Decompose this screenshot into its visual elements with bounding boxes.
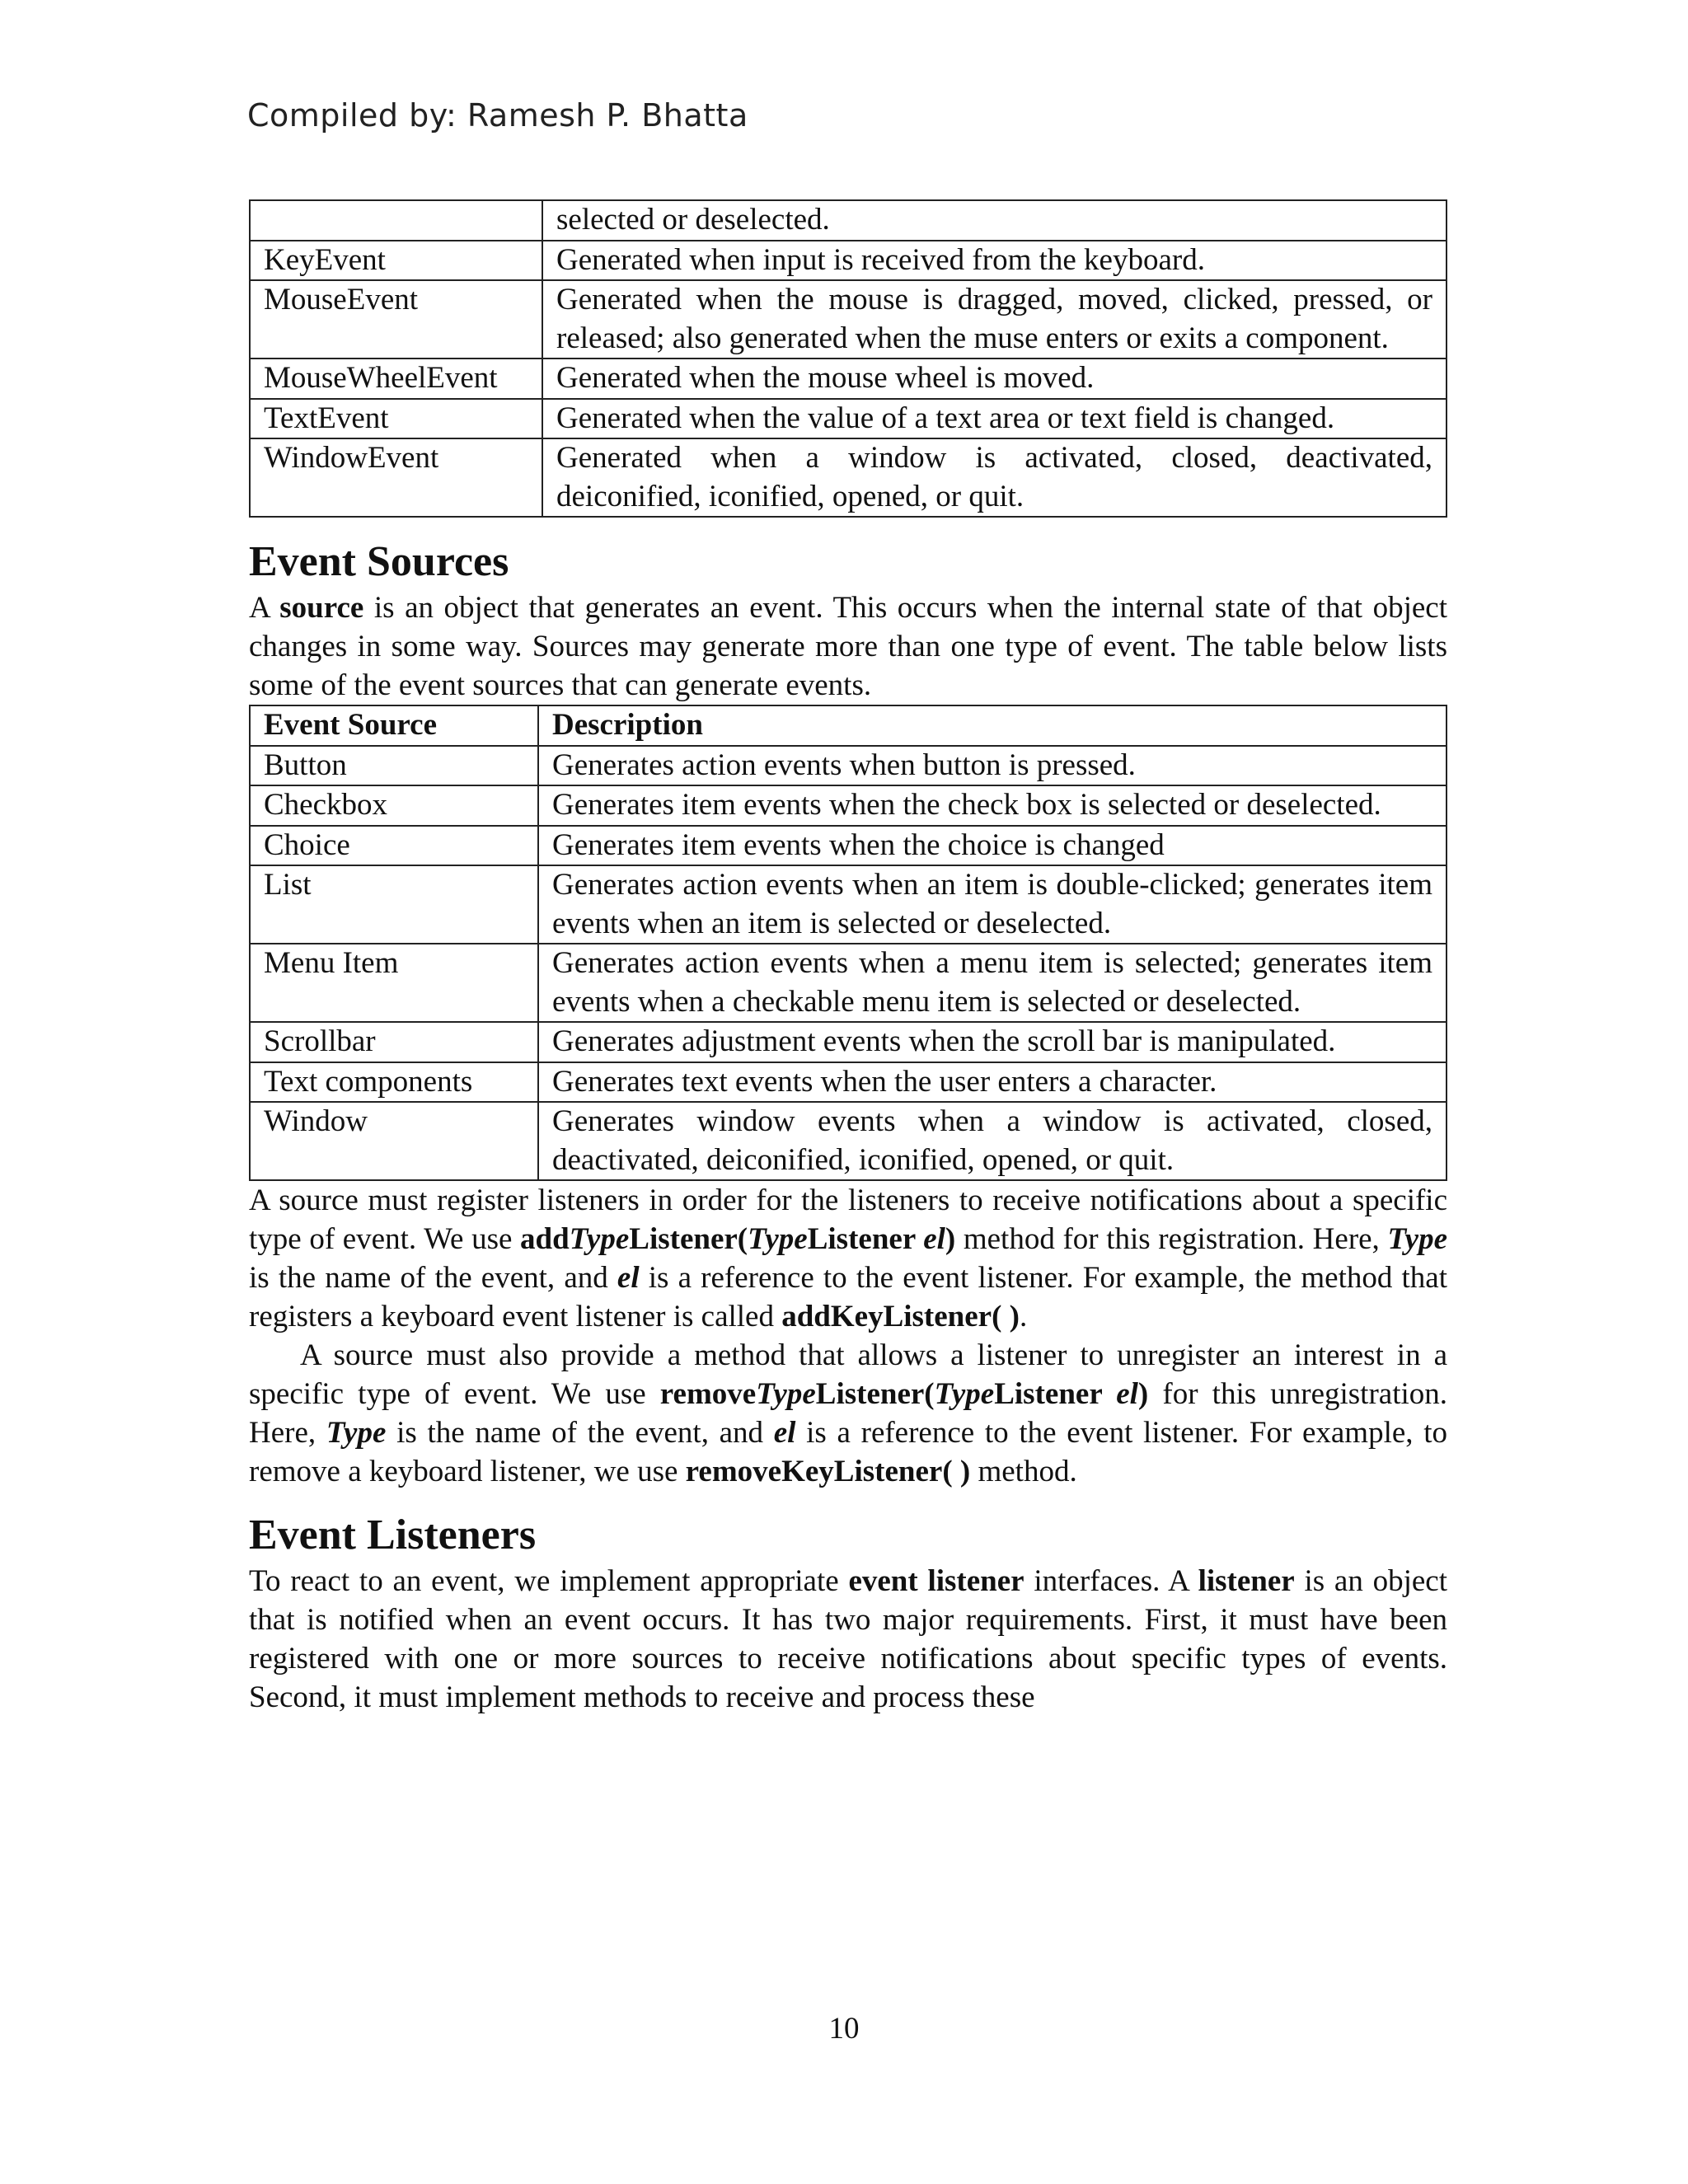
event-sources-heading: Event Sources <box>249 538 509 585</box>
text-run: A <box>249 591 280 625</box>
event-class-name: WindowEvent <box>250 438 542 517</box>
event-source-description: Generates action events when an item is double-clicked; generates item events when an item is selected or deselected. <box>538 865 1447 944</box>
event-class-name: MouseWheelEvent <box>250 359 542 399</box>
event-source-name: Window <box>250 1102 538 1180</box>
event-source-description: Generates action events when a menu item is selected; generates item events when a checkable menu item is selected or deselected. <box>538 944 1447 1022</box>
event-source-name: Scrollbar <box>250 1022 538 1062</box>
event-source-table <box>249 705 1447 1181</box>
event-source-name: List <box>250 865 538 944</box>
table-row <box>250 746 1447 786</box>
table-row <box>250 1062 1447 1103</box>
event-class-table <box>249 199 1447 518</box>
table-row <box>250 399 1447 439</box>
bold-term: source <box>279 591 364 625</box>
bold-term: event listener <box>848 1564 1025 1598</box>
event-class-name: TextEvent <box>250 399 542 439</box>
text-run: method for this registration. Here, <box>955 1222 1388 1256</box>
remove-key-listener-method: removeKeyListener( ) <box>685 1455 971 1488</box>
text-run: A source must register listeners in order for the listeners to receive notifications about a specific type of event. We use <box>249 1183 1447 1256</box>
event-class-description: Generated when the mouse is dragged, moved, clicked, pressed, or released; also generated when the muse enters or exits a component. <box>542 280 1447 359</box>
event-sources-intro <box>249 588 1447 705</box>
table-row <box>250 241 1447 281</box>
event-source-description: Generates window events when a window is activated, closed, deactivated, deiconified, iconified, opened, or quit. <box>538 1102 1447 1180</box>
table-row <box>250 944 1447 1022</box>
table-row <box>250 200 1447 241</box>
event-class-description: selected or deselected. <box>542 200 1447 241</box>
type-term: Type <box>1387 1222 1448 1256</box>
event-source-name: Choice <box>250 826 538 866</box>
text-run: is an object that is notified when an event occurs. It has two major requirements. First, it must have been registered with one or more sources to receive notifications about specific types of events. Second, it must implement methods to receive and process these <box>249 1564 1447 1714</box>
event-listeners-heading: Event Listeners <box>249 1511 537 1558</box>
add-key-listener-method: addKeyListener( ) <box>781 1300 1020 1333</box>
column-header-description: Description <box>538 705 1447 746</box>
page-content <box>249 199 1447 1717</box>
table-row <box>250 785 1447 826</box>
text-run: is an object that generates an event. This occurs when the internal state of that object changes in some way. Sources may generate more than one type of event. The table below lists some of the event sources that can generate events. <box>249 591 1447 702</box>
event-listeners-paragraph <box>249 1562 1447 1717</box>
text-run: is a reference to the event listener. For example, to remove a keyboard listener, we use <box>249 1416 1447 1488</box>
el-term: el <box>773 1416 796 1450</box>
remove-listener-method: removeTypeListener(TypeListener el) <box>659 1377 1149 1411</box>
register-listener-paragraph <box>249 1181 1447 1336</box>
event-class-description: Generated when the value of a text area or text field is changed. <box>542 399 1447 439</box>
event-source-name: Button <box>250 746 538 786</box>
page-number: 10 <box>828 2012 860 2046</box>
event-source-name: Menu Item <box>250 944 538 1022</box>
event-class-description: Generated when a window is activated, closed, deactivated, deiconified, iconified, opened, or quit. <box>542 438 1447 517</box>
event-source-name: Text components <box>250 1062 538 1103</box>
add-listener-method: addTypeListener(TypeListener el) <box>520 1222 956 1256</box>
table-row <box>250 438 1447 517</box>
table-header-row <box>250 705 1447 746</box>
event-source-description: Generates item events when the check box is selected or deselected. <box>538 785 1447 826</box>
event-class-description: Generated when input is received from the keyboard. <box>542 241 1447 281</box>
bold-term: listener <box>1198 1564 1295 1598</box>
text-run: A source must also provide a method that allows a listener to unregister an interest in a specific type of event. We use <box>249 1338 1447 1411</box>
event-source-description: Generates item events when the choice is changed <box>538 826 1447 866</box>
event-class-name: KeyEvent <box>250 241 542 281</box>
column-header-event-source: Event Source <box>250 705 538 746</box>
text-run: . <box>1020 1300 1028 1333</box>
text-run: is a reference to the event listener. For example, the method that registers a keyboard event listener is called <box>249 1261 1447 1333</box>
text-run: To react to an event, we implement appropriate <box>249 1564 849 1598</box>
text-run: for this unregistration. Here, <box>249 1377 1448 1450</box>
text-run: is the name of the event, and <box>249 1261 617 1295</box>
event-source-description: Generates adjustment events when the scroll bar is manipulated. <box>538 1022 1447 1062</box>
compiled-by-header: Compiled by: Ramesh P. Bhatta <box>247 97 748 134</box>
text-run: method. <box>970 1455 1077 1488</box>
event-class-name <box>250 200 542 241</box>
table-row <box>250 865 1447 944</box>
unregister-listener-paragraph <box>249 1336 1447 1491</box>
table-row <box>250 359 1447 399</box>
type-term: Type <box>326 1416 387 1450</box>
event-source-description: Generates text events when the user enters a character. <box>538 1062 1447 1103</box>
table-row <box>250 1102 1447 1180</box>
table-row <box>250 280 1447 359</box>
text-run: is the name of the event, and <box>386 1416 774 1450</box>
el-term: el <box>617 1261 640 1295</box>
text-run: interfaces. A <box>1024 1564 1198 1598</box>
table-row <box>250 826 1447 866</box>
event-source-description: Generates action events when button is pressed. <box>538 746 1447 786</box>
event-source-name: Checkbox <box>250 785 538 826</box>
table-row <box>250 1022 1447 1062</box>
event-class-description: Generated when the mouse wheel is moved. <box>542 359 1447 399</box>
event-class-name: MouseEvent <box>250 280 542 359</box>
